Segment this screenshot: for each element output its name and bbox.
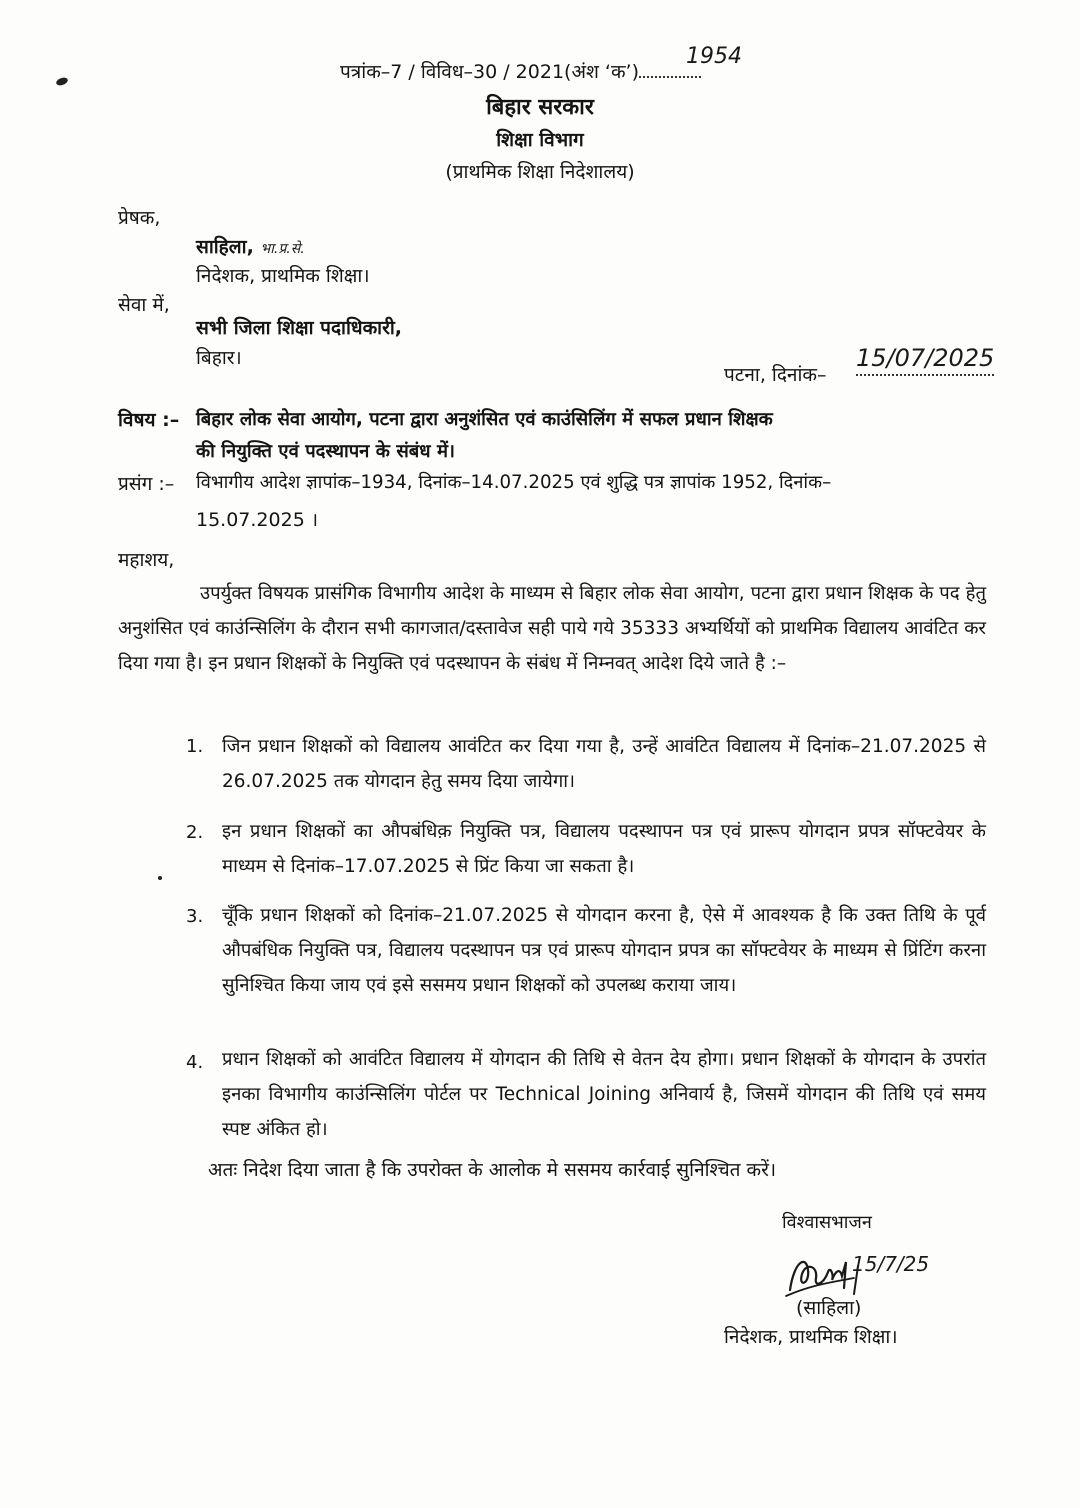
place-date-label: पटना, दिनांक– — [724, 364, 827, 386]
subject-line-2: की नियुक्ति एवं पदस्थापन के संबंध में। — [196, 441, 455, 462]
department-name: शिक्षा विभाग — [496, 129, 584, 151]
sender-service: भा.प्र.से. — [260, 241, 305, 257]
recipient-label: सेवा में, — [118, 294, 170, 316]
reference-line-2: 15.07.2025 । — [196, 509, 319, 531]
order-3-number: 3. — [186, 906, 204, 927]
order-2-text: इन प्रधान शिक्षकों का औपबंधिक़ नियुक्ति पत्र, विद्यालय पदस्थापन पत्र एवं प्रारूप योगदान प्रपत्र सॉफ्टवेयर के माध्यम से दिनांक–17.07.2025 से प्रिंट किया जा सकता है। — [222, 821, 986, 877]
reference-line-1: विभागीय आदेश ज्ञापांक–1934, दिनांक–14.07.2025 एवं शुद्धि पत्र ज्ञापांक 1952, दिनांक– — [196, 472, 832, 493]
place-date-handwritten: 15/07/2025 — [856, 344, 994, 376]
subject-line-1: बिहार लोक सेवा आयोग, पटना द्वारा अनुशंसित एवं काउंसिलिंग में सफल प्रधान शिक्षक — [196, 409, 773, 430]
signatory-name: (साहिला) — [796, 1297, 862, 1319]
government-name: बिहार सरकार — [486, 95, 594, 120]
scan-mark — [55, 76, 69, 87]
sender-name: साहिला, — [196, 236, 254, 258]
signature-date: 15/7/25 — [852, 1252, 930, 1276]
reference-number: पत्रांक–7 / विविध–30 / 2021(अंश ‘क’) — [340, 61, 639, 83]
scan-mark — [158, 876, 162, 880]
order-4-number: 4. — [186, 1052, 204, 1073]
signatory-designation: निदेशक, प्राथमिक शिक्षा। — [724, 1326, 898, 1348]
salutation: महाशय, — [118, 549, 175, 571]
subject-label: विषय :– — [118, 409, 180, 431]
order-1-number: 1. — [186, 736, 204, 757]
sender-name-line — [196, 233, 305, 259]
recipient-addressee: सभी जिला शिक्षा पदाधिकारी, — [196, 317, 403, 339]
directorate-name: (प्राथमिक शिक्षा निदेशालय) — [445, 161, 635, 183]
closing-instruction: अतः निदेश दिया जाता है कि उपरोक्त के आलोक मे ससमय कार्रवाई सुनिश्चित करें। — [208, 1159, 777, 1181]
sender-label: प्रेषक, — [118, 207, 161, 229]
order-3-text: चूँकि प्रधान शिक्षकों को दिनांक–21.07.2025 से योगदान करना है, ऐसे में आवश्यक है कि उक्त तिथि के पूर्व औपबंधिक नियुक्ति पत्र, विद्यालय पदस्थापन पत्र एवं प्रारूप योगदान प्रपत्र का सॉफ्टवेयर के माध्यम से प्रिंटिंग करना सुनिश्चित किया जाय एवं इसे ससमय प्रधान शिक्षकों को उपलब्ध कराया जाय। — [222, 905, 986, 996]
valediction: विश्वासभाजन — [782, 1212, 872, 1233]
order-2-number: 2. — [186, 822, 204, 843]
order-4-text: प्रधान शिक्षकों को आवंटित विद्यालय में योगदान की तिथि से वेतन देय होगा। प्रधान शिक्षकों के योगदान के उपरांत इनका विभागीय काउंन्सिलिंग पोर्टल पर Technical Joining अनिवार्य है, जिसमें योगदान की तिथि एवं समय स्पष्ट अंकित हो। — [222, 1049, 986, 1140]
sender-designation: निदेशक, प्राथमिक शिक्षा। — [196, 265, 370, 287]
reference-number-handwritten: 1954 — [686, 44, 742, 69]
order-1-text: जिन प्रधान शिक्षकों को विद्यालय आवंटित कर दिया गया है, उन्हें आवंटित विद्यालय में दिनांक–21.07.2025 से 26.07.2025 तक योगदान हेतु समय दिया जायेगा। — [222, 736, 986, 792]
body-paragraph: उपर्युक्त विषयक प्रासंगिक विभागीय आदेश के माध्यम से बिहार लोक सेवा आयोग, पटना द्वारा प्रधान शिक्षक के पद हेतु अनुशंसित एवं काउंन्सिलिंग के दौरान सभी कागजात/दस्तावेज सही पाये गये 35333 अभ्यर्थियों को प्राथमिक विद्यालय आवंटित कर दिया गया है। इन प्रधान शिक्षकों के नियुक्ति एवं पदस्थापन के संबंध में निम्नवत् आदेश दिये जाते है :– — [118, 583, 986, 674]
recipient-state: बिहार। — [196, 347, 242, 369]
reference-label: प्रसंग :– — [118, 473, 175, 495]
reference-number-line — [340, 58, 701, 84]
